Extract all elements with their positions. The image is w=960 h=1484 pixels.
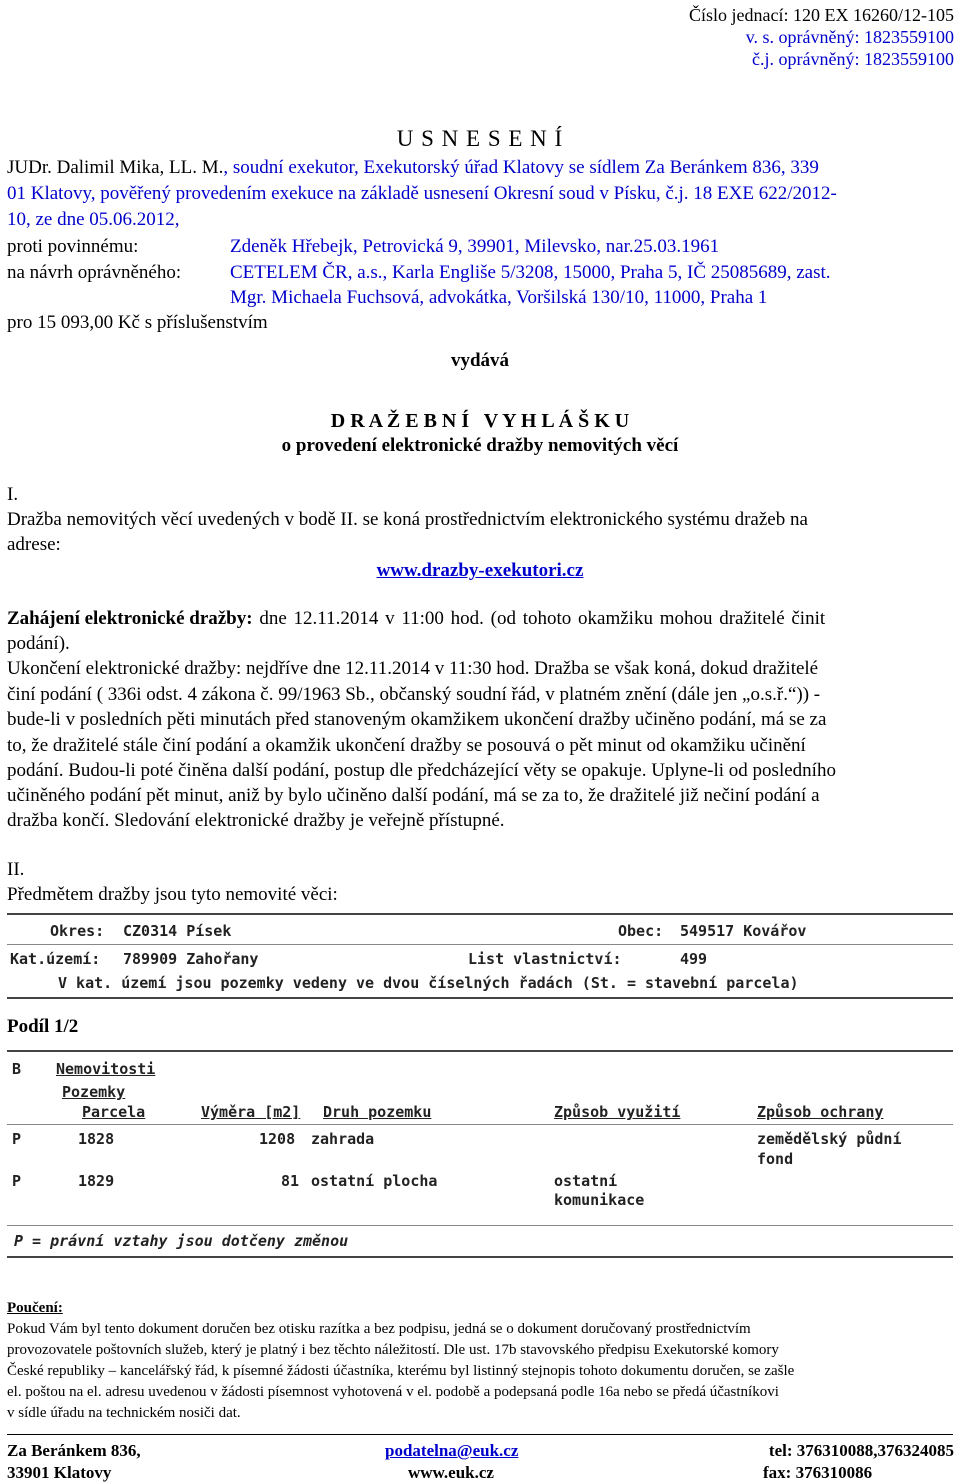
table-row-1-ochrana: zemědělský půdní (757, 1130, 902, 1148)
okres-value: CZ0314 Písek (123, 922, 232, 940)
section-1-body-4: podání. Budou-li poté činěna další podání, postup dle předcházející věty se opakuje. Uplyne-li od posledního (7, 760, 836, 781)
table-b-title: Nemovitosti (56, 1060, 156, 1078)
pouceni-line-4: v sídle úřadu na technickém nosiči dat. (7, 1405, 241, 1421)
table-footnote: P = právní vztahy jsou dotčeny změnou (14, 1232, 349, 1250)
table-header-rule (7, 1124, 953, 1125)
section-1-number: I. (7, 484, 19, 505)
auction-start-label: Zahájení elektronické dražby: (7, 608, 253, 629)
pouceni-line-2: České republiky – kancelářský řád, k písemné žádosti účastníka, kterému byl listinný stejnopis tohoto dokumentu doručen, se zašle (7, 1363, 795, 1379)
section-1-body-0: Ukončení elektronické dražby: nejdříve dne 12.11.2014 v 11:30 hod. Dražba se však koná, dokud dražitelé (7, 658, 819, 679)
povinny-value: Zdeněk Hřebejk, Petrovická 9, 39901, Milevsko, nar.25.03.1961 (230, 236, 720, 257)
section-1-body-2: bude-li v posledních pěti minutách před stanoveným okamžikem ukončení dražby učiněno podání, má se za (7, 709, 827, 730)
cj-number: č.j. oprávněný: 1823559100 (752, 49, 954, 69)
section-1-body-6: dražba končí. Sledování elektronické dražby je veřejně přístupné. (7, 810, 505, 831)
auction-subtitle: o provedení elektronické dražby nemovitých věcí (281, 435, 679, 456)
footer-address-2: 33901 Klatovy (7, 1463, 112, 1482)
section-1-line-2: adrese: (7, 534, 61, 555)
table-row-1-ochrana-2: fond (757, 1150, 794, 1168)
auction-start-cont: podání). (7, 633, 70, 654)
pouceni-line-1: provozovatele poštovních služeb, který je platný i bez těchto náležitostí. Dle ust. 17b stavovského předpisu Exekutorské komory (7, 1342, 779, 1358)
opravneny-label: na návrh oprávněného: (7, 262, 182, 283)
lv-label: List vlastnictví: (468, 950, 622, 968)
document-title: U S N E S E N Í (396, 126, 564, 151)
table-pozemky: Pozemky (62, 1083, 126, 1101)
lv-bottom-rule (7, 997, 953, 999)
table-row-2-vymera: 81 (281, 1172, 300, 1190)
section-1-line-1: Dražba nemovitých věcí uvedených v bodě II. se koná prostřednictvím elektronického systému dražeb na (7, 509, 808, 530)
table-row-2-p: P (12, 1172, 22, 1190)
table-parcela-header: Parcela (82, 1103, 146, 1121)
case-number: Číslo jednací: 120 EX 16260/12-105 (689, 5, 954, 25)
obec-label: Obec: (618, 922, 664, 940)
table-top-rule (7, 1050, 953, 1052)
section-2-number: II. (7, 859, 25, 880)
ku-label: Kat.území: (10, 950, 101, 968)
table-b-label: B (12, 1060, 22, 1078)
povinny-label: proti povinnému: (7, 236, 139, 257)
table-druh-header: Druh pozemku (323, 1103, 432, 1121)
lv-value: 499 (680, 950, 708, 968)
table-footnote-rule (7, 1225, 953, 1226)
share-label: Podíl 1/2 (7, 1016, 79, 1037)
intro-line-2: 01 Klatovy, pověřený provedením exekuce na základě usnesení Okresní soud v Písku, č.j. 18 EXE 622/2012- (7, 183, 837, 204)
vs-number: v. s. oprávněný: 1823559100 (745, 27, 954, 47)
footer-fax: fax: 376310086 (763, 1463, 873, 1482)
ku-value: 789909 Zahořany (123, 950, 259, 968)
table-row-2-vyuziti-2: komunikace (554, 1191, 645, 1209)
table-ochrana-header: Způsob ochrany (757, 1103, 884, 1121)
auction-heading (0, 410, 960, 432)
auction-start-value: dne 12.11.2014 v 11:00 hod. (od tohoto okamžiku mohou dražitelé činit (252, 608, 826, 629)
table-row-1-vymera: 1208 (259, 1130, 296, 1148)
footer-web-link[interactable]: www.euk.cz (408, 1463, 494, 1482)
table-vyuziti-header: Způsob využití (554, 1103, 681, 1121)
table-row-1-p: P (12, 1130, 22, 1148)
pouceni-line-0: Pokud Vám byl tento dokument doručen bez otisku razítka a bez podpisu, jedná se o dokument doručovaný prostřednictvím (7, 1321, 751, 1337)
section-1-body-5: učiněného podání pět minut, aniž by bylo učiněno další podání, má se za to, že dražitelé již nečiní podání a (7, 785, 820, 806)
footer-email-link[interactable]: podatelna@euk.cz (385, 1441, 519, 1460)
footer-rule (7, 1434, 953, 1435)
opravneny-value-2: Mgr. Michaela Fuchsová, advokátka, Voršilská 130/10, 11000, Praha 1 (230, 287, 768, 308)
okres-label: Okres: (50, 922, 105, 940)
pouceni-line-3: el. poštou na el. adresu uvedenou v žádosti písemnost vyhotovená v el. podobě a podepsaná podle 16a nebo se předá účastníkovi (7, 1384, 779, 1400)
table-row-2-vyuziti: ostatní (554, 1172, 618, 1190)
pouceni-label: Poučení: (7, 1300, 63, 1316)
table-row-1-parcela: 1828 (78, 1130, 115, 1148)
table-vymera-header: Výměra [m2] (201, 1103, 301, 1121)
section-1-body-1: činí podání ( 336i odst. 4 zákona č. 99/1963 Sb., občanský soudní řád, v platném znění (dále jen „o.s.ř.“)) - (7, 684, 821, 705)
auction-start (7, 608, 825, 630)
auction-url-link[interactable]: www.drazby-exekutori.cz (376, 560, 584, 581)
lv-mid-rule (7, 944, 953, 945)
table-row-2-druh: ostatní plocha (311, 1172, 438, 1190)
intro-line-1 (7, 157, 819, 179)
issues-verb: vydává (450, 350, 510, 371)
intro-line-3: 10, ze dne 05.06.2012, (7, 209, 180, 230)
claim-amount: pro 15 093,00 Kč s příslušenstvím (7, 312, 268, 333)
table-bottom-rule (7, 1256, 953, 1258)
footer-address-1: Za Beránkem 836, (7, 1441, 141, 1460)
opravneny-value: CETELEM ČR, a.s., Karla Engliše 5/3208, 15000, Praha 5, IČ 25085689, zast. (230, 262, 831, 283)
section-2-intro: Předmětem dražby jsou tyto nemovité věci: (7, 884, 338, 905)
lv-top-rule (7, 913, 953, 915)
footer-tel: tel: 376310088,376324085 (768, 1441, 954, 1460)
executor-name: JUDr. Dalimil Mika, LL. M. (7, 157, 224, 178)
section-1-body-3: to, že dražitelé stále činí podání a okamžik ukončení dražby se posouvá o pět minut od okamžiku učinění (7, 735, 806, 756)
table-row-1-druh: zahrada (311, 1130, 375, 1148)
executor-office: , soudní exekutor, Exekutorský úřad Klatovy se sídlem Za Beránkem 836, 339 (223, 157, 819, 178)
lv-note: V kat. území jsou pozemky vedeny ve dvou číselných řadách (St. = stavební parcela) (58, 974, 799, 992)
auction-heading-text: D R A Ž E B N Í V Y H L Á Š K U (330, 410, 630, 432)
obec-value: 549517 Kovářov (680, 922, 807, 940)
table-row-2-parcela: 1829 (78, 1172, 115, 1190)
